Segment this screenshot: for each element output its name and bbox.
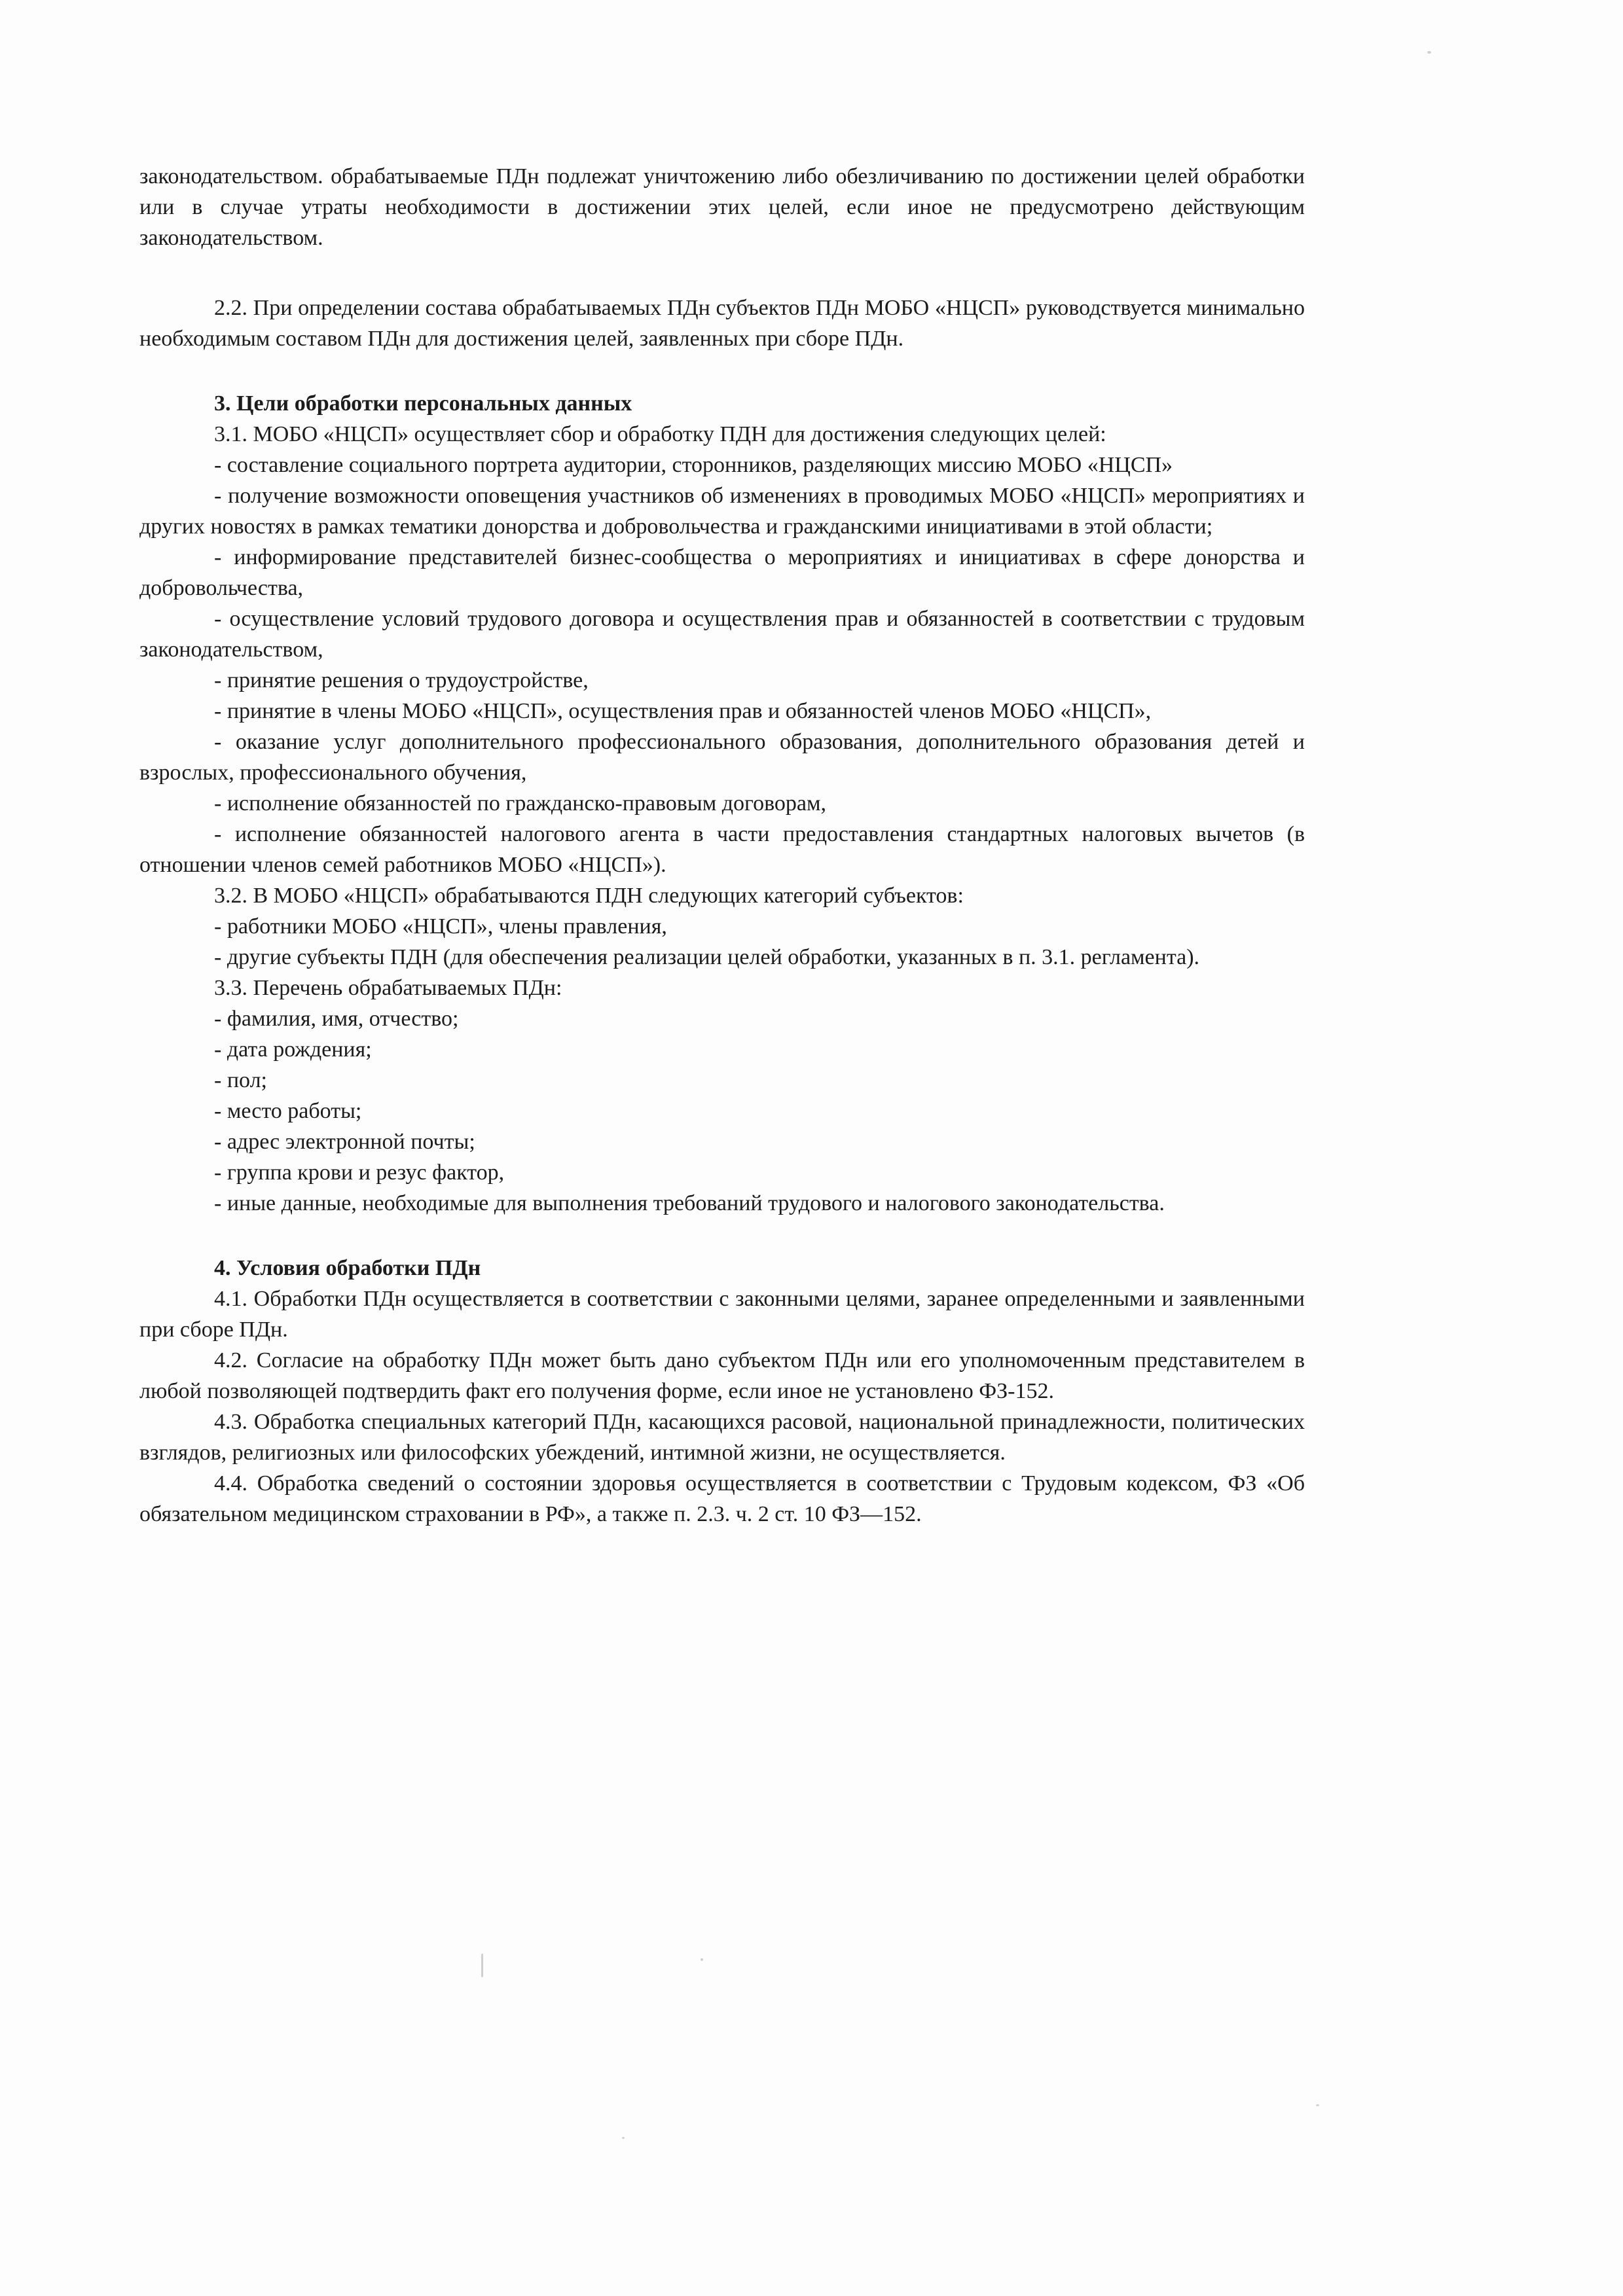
subject-item: - другие субъекты ПДН (для обеспечения реализации целей обработки, указанных в п. 3.1. регламента). bbox=[214, 945, 1200, 969]
paragraph-3-1: 3.1. МОБО «НЦСП» осуществляет сбор и обработку ПДН для достижения следующих целей: bbox=[214, 422, 1106, 446]
goals-list bbox=[139, 450, 1305, 880]
data-item: - иные данные, необходимые для выполнения требований трудового и налогового законодательства. bbox=[214, 1191, 1165, 1215]
scan-speck bbox=[481, 1954, 483, 1977]
subjects-list bbox=[139, 911, 1305, 973]
goal-item: - исполнение обязанностей налогового агента в части предоставления стандартных налоговых вычетов (в отношении членов семей работников МОБО «НЦСП»). bbox=[139, 822, 1305, 877]
paragraph-2-2: 2.2. При определении состава обрабатываемых ПДн субъектов ПДн МОБО «НЦСП» руководствуется минимально необходимым составом ПДн для достижения целей, заявленных при сборе ПДн. bbox=[139, 296, 1305, 351]
paragraph-3-3: 3.3. Перечень обрабатываемых ПДн: bbox=[214, 976, 562, 1000]
data-item: - адрес электронной почты; bbox=[214, 1130, 475, 1154]
data-item: - пол; bbox=[214, 1068, 267, 1092]
subject-item: - работники МОБО «НЦСП», члены правления, bbox=[214, 914, 667, 939]
data-item: - место работы; bbox=[214, 1099, 362, 1123]
goal-item: - принятие решения о трудоустройстве, bbox=[214, 668, 589, 692]
paragraph-4-1: 4.1. Обработки ПДн осуществляется в соответствии с законными целями, заранее определенными и заявленными при сборе ПДн. bbox=[139, 1287, 1305, 1342]
intro-continuation: законодательством. обрабатываемые ПДн подлежат уничтожению либо обезличиванию по достижении целей обработки или в случае утраты необходимости в достижении этих целей, если иное не предусмотрено действующим законодательством. bbox=[139, 164, 1305, 250]
scan-speck bbox=[1316, 2104, 1319, 2106]
data-item: - группа крови и резус фактор, bbox=[214, 1160, 505, 1185]
scan-speck bbox=[622, 2137, 625, 2139]
data-item: - фамилия, имя, отчество; bbox=[214, 1007, 459, 1031]
goal-item: - составление социального портрета аудитории, сторонников, разделяющих миссию МОБО «НЦСП» bbox=[214, 453, 1173, 477]
section-4-heading: 4. Условия обработки ПДн bbox=[214, 1256, 481, 1280]
paragraph-3-2: 3.2. В МОБО «НЦСП» обрабатываются ПДН следующих категорий субъектов: bbox=[214, 884, 964, 908]
document-body bbox=[139, 161, 1305, 1530]
goal-item: - информирование представителей бизнес-сообщества о мероприятиях и инициативах в сфере донорства и добровольчества, bbox=[139, 545, 1305, 600]
paragraph-4-4: 4.4. Обработка сведений о состоянии здоровья осуществляется в соответствии с Трудовым кодексом, ФЗ «Об обязательном медицинском страховании в РФ», а также п. 2.3. ч. 2 ст. 10 ФЗ—152. bbox=[139, 1471, 1305, 1526]
data-items-list bbox=[139, 1003, 1305, 1219]
goal-item: - получение возможности оповещения участников об изменениях в проводимых МОБО «НЦСП» мероприятиях и других новостях в рамках тематики донорства и добровольчества и гражданскими инициативами в этой области; bbox=[139, 484, 1305, 539]
data-item: - дата рождения; bbox=[214, 1037, 372, 1062]
goal-item: - исполнение обязанностей по гражданско-правовым договорам, bbox=[214, 791, 827, 816]
scan-speck bbox=[1427, 51, 1431, 54]
goal-item: - осуществление условий трудового договора и осуществления прав и обязанностей в соответствии с трудовым законодательством, bbox=[139, 607, 1305, 662]
goal-item: - принятие в члены МОБО «НЦСП», осуществления прав и обязанностей членов МОБО «НЦСП», bbox=[214, 699, 1152, 723]
paragraph-4-3: 4.3. Обработка специальных категорий ПДн, касающихся расовой, национальной принадлежности, политических взглядов, религиозных или философских убеждений, интимной жизни, не осуществляется. bbox=[139, 1410, 1305, 1465]
paragraph-4-2: 4.2. Согласие на обработку ПДн может быть дано субъектом ПДн или его уполномоченным представителем в любой позволяющей подтвердить факт его получения форме, если иное не установлено ФЗ-152. bbox=[139, 1348, 1305, 1403]
section-3-heading: 3. Цели обработки персональных данных bbox=[214, 391, 632, 416]
goal-item: - оказание услуг дополнительного профессионального образования, дополнительного образования детей и взрослых, профессионального обучения, bbox=[139, 730, 1305, 785]
scan-speck bbox=[701, 1958, 703, 1961]
